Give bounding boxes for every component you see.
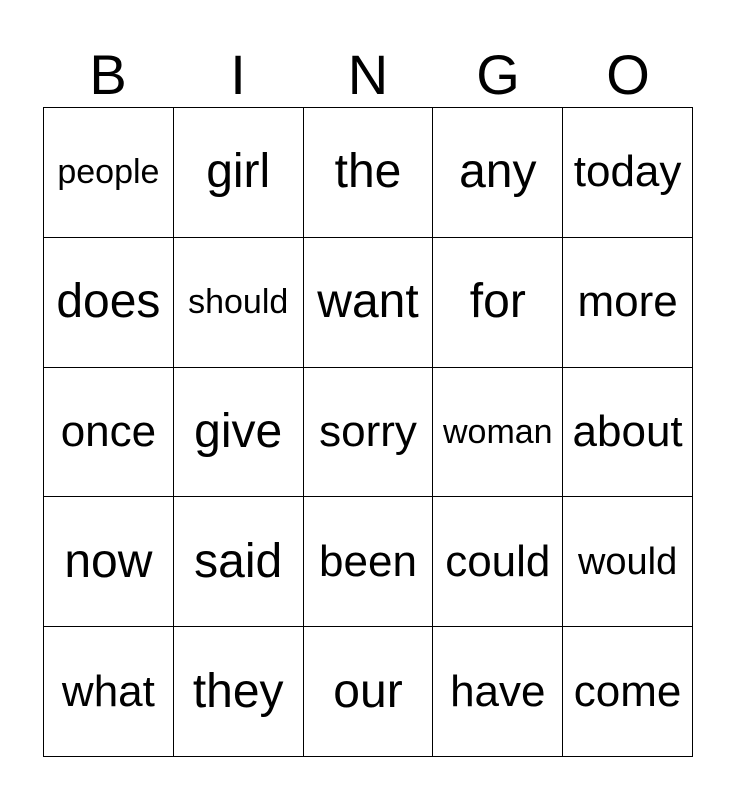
bingo-cell[interactable]: sorry [304, 368, 434, 498]
bingo-cell[interactable]: they [174, 627, 304, 757]
bingo-cell[interactable]: want [304, 238, 434, 368]
bingo-cell[interactable]: should [174, 238, 304, 368]
header-letter-o: O [606, 43, 650, 106]
bingo-cell[interactable]: come [563, 627, 693, 757]
header-letter-i: I [230, 43, 246, 106]
header-letter-b: B [89, 43, 127, 106]
bingo-cell[interactable]: people [44, 108, 174, 238]
bingo-cell[interactable]: our [304, 627, 434, 757]
header-letter-g: G [476, 43, 520, 106]
bingo-cell[interactable]: does [44, 238, 174, 368]
bingo-cell[interactable]: about [563, 368, 693, 498]
bingo-cell[interactable]: what [44, 627, 174, 757]
bingo-cell[interactable]: once [44, 368, 174, 498]
bingo-board [43, 107, 693, 757]
bingo-cell[interactable]: could [433, 497, 563, 627]
bingo-header [43, 44, 693, 106]
bingo-cell[interactable]: the [304, 108, 434, 238]
bingo-cell[interactable]: any [433, 108, 563, 238]
bingo-cell[interactable]: today [563, 108, 693, 238]
bingo-cell[interactable]: said [174, 497, 304, 627]
bingo-cell[interactable]: more [563, 238, 693, 368]
bingo-cell[interactable]: now [44, 497, 174, 627]
header-letter-n: N [347, 43, 389, 106]
bingo-cell[interactable]: give [174, 368, 304, 498]
bingo-cell[interactable]: girl [174, 108, 304, 238]
bingo-cell[interactable]: woman [433, 368, 563, 498]
bingo-cell[interactable]: for [433, 238, 563, 368]
bingo-cell[interactable]: have [433, 627, 563, 757]
bingo-cell[interactable]: would [563, 497, 693, 627]
bingo-cell[interactable]: been [304, 497, 434, 627]
